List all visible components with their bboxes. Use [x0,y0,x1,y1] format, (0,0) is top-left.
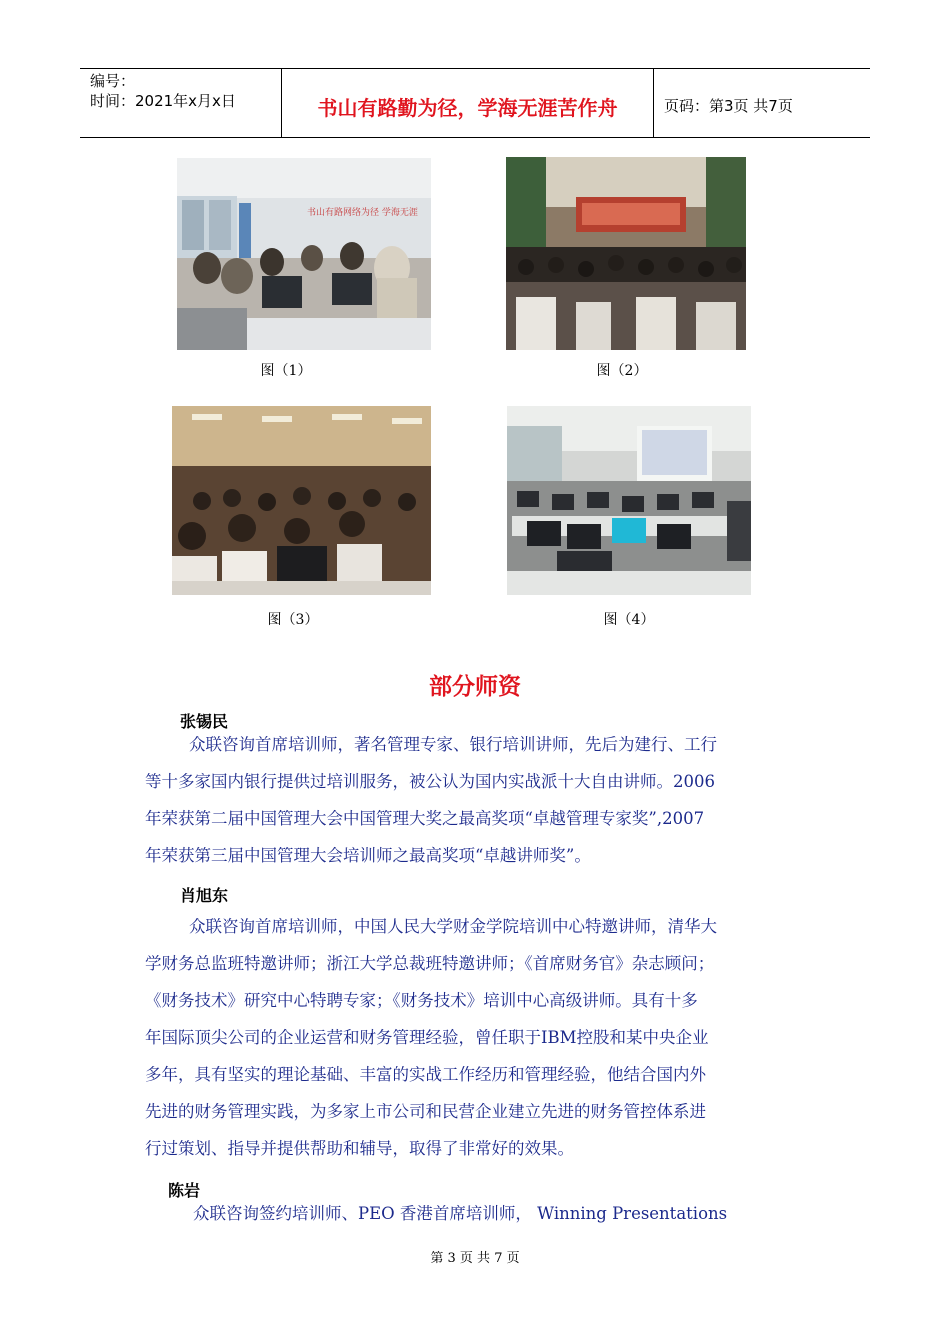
bio-line: 年荣获第三届中国管理大会培训师之最高奖项“卓越讲师奖”。 [145,846,591,865]
bio-line: 年荣获第二届中国管理大会中国管理大奖之最高奖项“卓越管理专家奖”,2007 [145,809,705,828]
section-title: 部分师资 [429,674,521,700]
page-header [80,68,870,138]
bio-line: 学财务总监班特邀讲师；浙江大学总裁班特邀讲师；《首席财务官》杂志顾问； [145,954,715,973]
photo-4 [507,406,751,595]
header-motto: 书山有路勤为径，学海无涯苦作舟 [282,69,654,137]
teacher-bio [145,908,815,1167]
photo-1-caption: 图（1） [260,363,312,379]
bio-line: 《财务技术》研究中心特聘专家；《财务技术》培训中心高级讲师。具有十多 [145,991,698,1010]
teacher-bio [145,1195,815,1232]
photo-3-caption: 图（3） [267,612,319,628]
teacher-name: 陈岩 [168,1181,201,1200]
photo-2 [506,157,746,350]
teacher-name: 肖旭东 [180,886,229,905]
bio-line: 等十多家国内银行提供过培训服务，被公认为国内实战派十大自由讲师。2006 [145,772,715,791]
header-page-number: 页码：第3页 共7页 [664,96,793,115]
bio-line: 行过策划、指导并提供帮助和辅导，取得了非常好的效果。 [145,1139,574,1158]
code-label: 编号： [90,72,136,90]
bio-line: 众联咨询签约培训师、PEO 香港首席培训师， Winning Presentations [193,1204,728,1223]
bio-line: 众联咨询首席培训师，中国人民大学财金学院培训中心特邀讲师，清华大 [189,917,717,936]
photo-3 [172,406,431,595]
page-footer: 第 3 页 共 7 页 [430,1251,520,1266]
bio-line: 年国际顶尖公司的企业运营和财务管理经验，曾任职于IBM控股和某中央企业 [145,1028,709,1047]
photo-1 [177,158,431,350]
teacher-bio [145,726,815,874]
bio-line: 众联咨询首席培训师，著名管理专家、银行培训讲师，先后为建行、工行 [189,735,717,754]
teacher-name: 张锡民 [180,712,229,731]
header-meta-cell [80,69,282,137]
bio-line: 先进的财务管理实践，为多家上市公司和民营企业建立先进的财务管控体系进 [145,1102,706,1121]
date-text: 时间：2021年x月x日 [90,92,236,110]
bio-line: 多年，具有坚实的理论基础、丰富的实战工作经历和管理经验，他结合国内外 [145,1065,706,1084]
photo-1-banner: 书山有路网络为径 学海无涯 [307,208,418,218]
photo-2-caption: 图（2） [596,363,648,379]
photo-4-caption: 图（4） [603,612,655,628]
